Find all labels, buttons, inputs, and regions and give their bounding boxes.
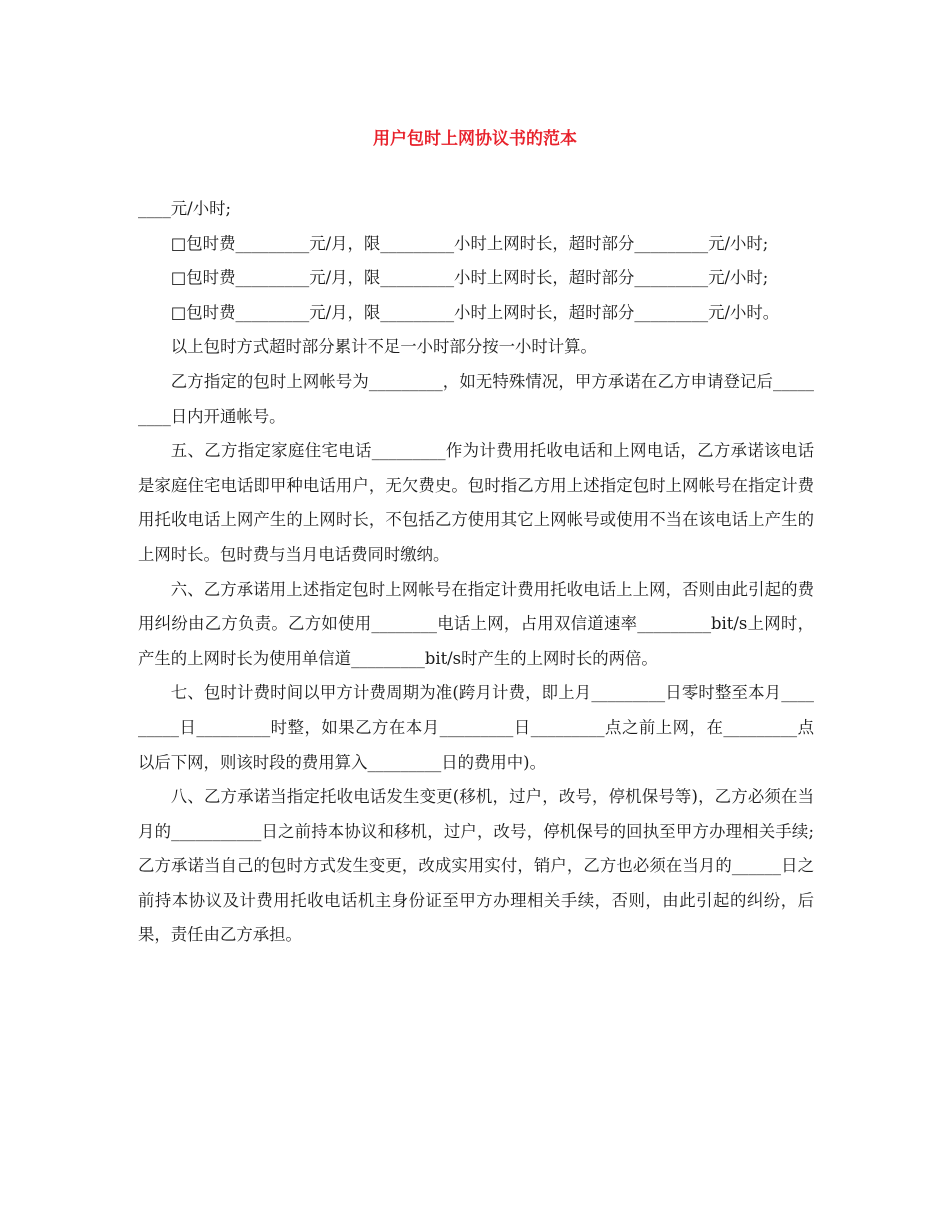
paragraph-package-option-3: □包时费_________元/月，限_________小时上网时长，超时部分_________元/小时。 [170, 302, 780, 322]
paragraph-clause-5: 五、乙方指定家庭住宅电话_________作为计费用托收电话和上网电话，乙方承诺该电话是家庭住宅电话即甲种电话用户，无欠费史。包时指乙方用上述指定包时上网帐号在指定计费用托收电话上网产生的上网时长，不包括乙方使用其它上网帐号或使用不当在该电话上产生的上网时长。包时费与当月电话费同时缴纳。 [138, 441, 814, 564]
paragraph-clause-6: 六、乙方承诺用上述指定包时上网帐号在指定计费用托收电话上上网，否则由此引起的费用纠纷由乙方负责。乙方如使用________电话上网，占用双信道速率_________bit/s上网时，产生的上网时长为使用单信道_________bit/s时产生的上网时长的两倍。 [138, 579, 814, 668]
paragraph-clause-8: 八、乙方承诺当指定托收电话发生变更(移机，过户，改号，停机保号等)，乙方必须在当月的___________日之前持本协议和移机，过户，改号，停机保号的回执至甲方办理相关手续;乙方承诺当自己的包时方式发生变更，改成实用实付，销户，乙方也必须在当月的______日之前持本协议及计费用托收电话机主身份证至甲方办理相关手续，否则，由此引起的纠纷，后果，责任由乙方承担。 [138, 787, 814, 945]
paragraph-rate-continuation: ____元/小时; [138, 199, 231, 218]
paragraph-account-designation: 乙方指定的包时上网帐号为_________，如无特殊情况，甲方承诺在乙方申请登记后_________日内开通帐号。 [138, 371, 814, 426]
paragraph-clause-7: 七、包时计费时间以甲方计费周期为准(跨月计费，即上月_________日零时整至本月_________日_________时整，如果乙方在本月_________日_________点之前上网，在_________点以后下网，则该时段的费用算入_________日的费用中)。 [138, 683, 814, 772]
document-body [138, 192, 814, 953]
paragraph-package-option-1: □包时费_________元/月，限_________小时上网时长，超时部分_________元/小时; [170, 233, 769, 253]
paragraph-overtime-rule: 以上包时方式超时部分累计不足一小时部分按一小时计算。 [170, 337, 597, 357]
paragraph-package-option-2: □包时费_________元/月，限_________小时上网时长，超时部分_________元/小时; [170, 268, 769, 288]
document-title: 用户包时上网协议书的范本 [373, 129, 577, 149]
